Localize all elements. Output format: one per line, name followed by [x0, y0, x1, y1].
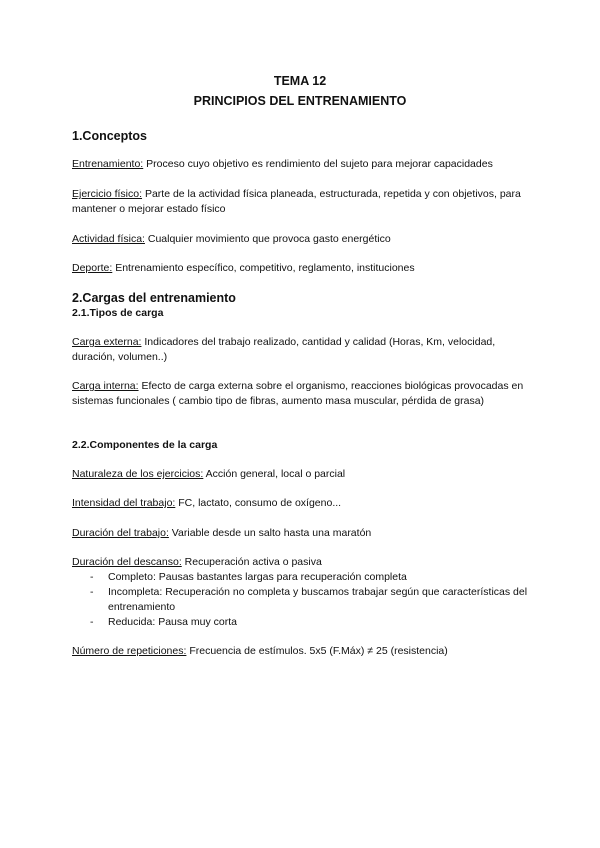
- subsection-heading-componentes: 2.2.Componentes de la carga: [72, 439, 218, 451]
- term-label: Actividad física:: [72, 233, 145, 245]
- term-label: Naturaleza de los ejercicios:: [72, 468, 204, 480]
- section-heading-cargas: 2.Cargas del entrenamiento: [72, 291, 236, 305]
- definition-text: Cualquier movimiento que provoca gasto energético: [144, 233, 391, 245]
- term-label: Carga interna:: [72, 380, 139, 392]
- definition-duracion-trabajo: [72, 526, 532, 541]
- term-label: Duración del descanso:: [72, 556, 182, 568]
- definition-text: Entrenamiento específico, competitivo, reglamento, instituciones: [112, 262, 415, 274]
- document-title: PRINCIPIOS DEL ENTRENAMIENTO: [193, 94, 407, 108]
- document-title-number: TEMA 12: [273, 74, 327, 88]
- list-item-text: Reducida: Pausa muy corta: [108, 616, 237, 628]
- list-bullet: -: [90, 571, 94, 583]
- rest-types-list: [72, 570, 532, 630]
- definition-text: Proceso cuyo objetivo es rendimiento del sujeto para mejorar capacidades: [143, 158, 493, 170]
- list-item: [72, 570, 532, 585]
- definition-intensidad: [72, 496, 532, 511]
- definition-text: Recuperación activa o pasiva: [181, 556, 322, 568]
- definition-text: Parte de la actividad física planeada, estructurada, repetida y con objetivos, para mantener o mejorar estado físico: [72, 188, 521, 215]
- term-label: Carga externa:: [72, 336, 142, 348]
- definition-duracion-descanso: [72, 555, 532, 570]
- definition-text: Efecto de carga externa sobre el organismo, reacciones biológicas provocadas en sistemas funcionales ( cambio tipo de fibras, aumento masa muscular, pérdida de grasa): [72, 380, 524, 407]
- list-item-text: Incompleta: Recuperación no completa y buscamos trabajar según que características del entrenamiento: [108, 586, 528, 613]
- definition-text: Indicadores del trabajo realizado, cantidad y calidad (Horas, Km, velocidad, duración, volumen..): [72, 336, 496, 363]
- definition-numero-repeticiones: [72, 644, 532, 659]
- term-label: Ejercicio físico:: [72, 188, 143, 200]
- term-label: Entrenamiento:: [72, 158, 144, 170]
- definition-text: Frecuencia de estímulos. 5x5 (F.Máx) ≠ 25 (resistencia): [186, 645, 448, 657]
- definition-entrenamiento: [72, 157, 532, 172]
- definition-carga-externa: [72, 335, 532, 365]
- definition-deporte: [72, 261, 532, 276]
- definition-text: FC, lactato, consumo de oxígeno...: [175, 497, 342, 509]
- list-bullet: -: [90, 586, 94, 598]
- definition-ejercicio-fisico: [72, 187, 532, 217]
- list-item: [72, 615, 532, 630]
- definition-text: Variable desde un salto hasta una maratón: [168, 527, 372, 539]
- list-bullet: -: [90, 616, 94, 628]
- subsection-heading-tipos-de-carga: 2.1.Tipos de carga: [72, 307, 164, 319]
- definition-actividad-fisica: [72, 232, 532, 247]
- term-label: Intensidad del trabajo:: [72, 497, 176, 509]
- list-item: [72, 585, 532, 615]
- term-label: Número de repeticiones:: [72, 645, 187, 657]
- definition-carga-interna: [72, 379, 532, 409]
- term-label: Deporte:: [72, 262, 113, 274]
- definition-naturaleza: [72, 467, 532, 482]
- definition-text: Acción general, local o parcial: [203, 468, 346, 480]
- term-label: Duración del trabajo:: [72, 527, 169, 539]
- section-heading-conceptos: 1.Conceptos: [72, 129, 148, 143]
- list-item-text: Completo: Pausas bastantes largas para recuperación completa: [108, 571, 407, 583]
